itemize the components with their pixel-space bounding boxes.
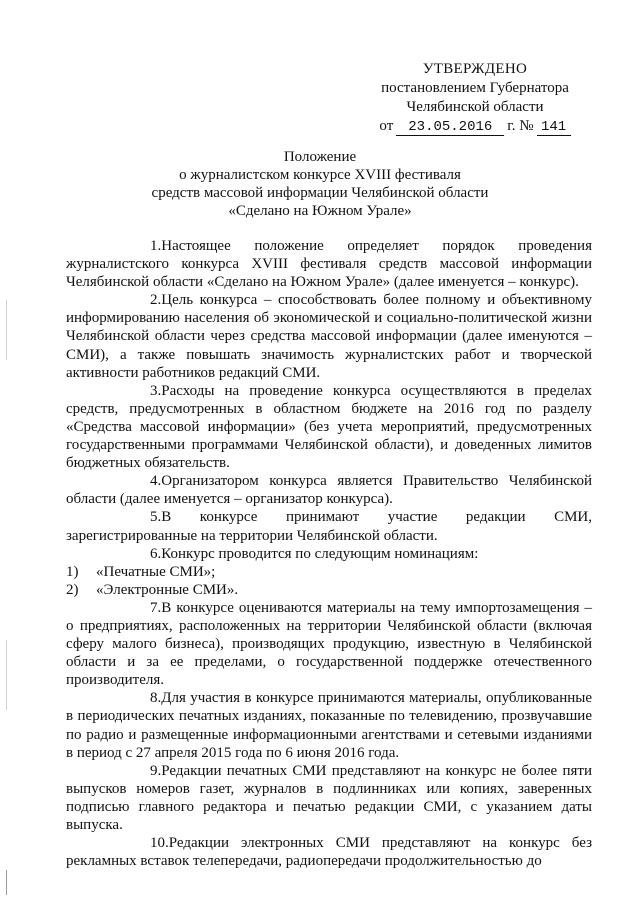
approval-number: 141: [537, 120, 571, 136]
paragraph: [66, 834, 592, 870]
title-line: средств массовой информации Челябинской области: [151, 185, 489, 201]
document-title: [120, 148, 520, 220]
paragraph-text: Организатором конкурса является Правительство Челябинской области (далее именуется – организатор конкурса).: [66, 473, 592, 508]
nomination-number: 2): [66, 581, 79, 598]
approval-line: Челябинской области: [406, 99, 544, 115]
approval-heading: УТВЕРЖДЕНО: [422, 61, 528, 77]
paragraph: [66, 237, 592, 291]
paragraph: [66, 382, 592, 472]
approval-line: постановлением Губернатора: [381, 80, 569, 96]
paragraph-text: Конкурс проводится по следующим номинациям:: [161, 545, 479, 562]
paragraph-text: Расходы на проведение конкурса осуществляются в пределах средств, предусмотренных в областном бюджете на 2016 год по разделу «Средства массовой информации» (без учета мероприятий, предусмотренных государственными программами Челябинской области), и доведенных лимитов бюджетных обязательств.: [66, 382, 592, 472]
nomination-text: «Электронные СМИ».: [96, 581, 239, 598]
paragraph-number: 8.: [150, 690, 162, 707]
paragraph-text: Редакции печатных СМИ представляют на конкурс не более пяти выпусков номеров газет, журналов в подлинниках или копиях, заверенных подписью главного редактора и печатью редакции СМИ, с указанием даты выпуска.: [66, 762, 592, 833]
approval-date-row: [370, 117, 580, 136]
paragraph-text: Редакции электронных СМИ представляют на конкурс без рекламных вставок телепередачи, радиопередачи продолжительностью до: [66, 835, 592, 870]
paragraph: [66, 508, 592, 544]
paragraph: [66, 291, 592, 381]
nomination-item: [66, 563, 592, 581]
paragraph-number: 3.: [150, 382, 162, 399]
paragraph-text: В конкурсе оцениваются материалы на тему импортозамещения – о предприятиях, расположенных на территории Челябинской области (включая сферу малого бизнеса), производящих продукцию, известную в Челябинской области и за ее пределами, о государственной поддержке отечественного производителя.: [66, 599, 592, 689]
paragraph-number: 4.: [150, 473, 162, 490]
title-line: о журналистском конкурсе XVIII фестиваля: [179, 167, 461, 183]
nomination-number: 1): [66, 563, 79, 580]
scan-edge-mark: [6, 300, 7, 360]
paragraph-number: 2.: [150, 292, 162, 309]
paragraph-text: Настоящее положение определяет порядок проведения журналистского конкурса XVIII фестиваля средств массовой информации Челябинской области «Сделано на Южном Урале» (далее именуется – конкурс).: [66, 238, 592, 291]
paragraph-number: 6.: [150, 545, 162, 562]
paragraph-text: Цель конкурса – способствовать более полному и объективному информированию населения об экономической и социально-политической жизни Челябинской области через средства массовой информации (далее именуются – СМИ), а также повышать значимость журналистских работ и творческой активности работников редакций СМИ.: [66, 292, 592, 381]
paragraph: [66, 689, 592, 761]
paragraph-number: 7.: [150, 599, 162, 616]
year-suffix: г. №: [507, 118, 534, 134]
scan-edge-mark: [6, 870, 7, 895]
paragraph: [66, 472, 592, 508]
paragraph-text: В конкурсе принимают участие редакции СМИ, зарегистрированные на территории Челябинской области.: [66, 509, 592, 544]
paragraph: [66, 762, 592, 834]
approval-date: 23.05.2016: [396, 120, 504, 136]
paragraph-number: 5.: [150, 509, 162, 526]
document-body: [66, 237, 592, 870]
paragraph-number: 9.: [150, 762, 162, 779]
paragraph-number: 1.: [150, 238, 162, 254]
paragraph-number: 10.: [150, 835, 169, 852]
paragraph-text: Для участия в конкурсе принимаются материалы, опубликованные в периодических печатных изданиях, показанные по телевидению, прозвучавшие по радио и размещенные информационными агентствами и сетевыми изданиями в период с 27 апреля 2015 года по 6 июня 2016 года.: [66, 690, 592, 761]
paragraph: [66, 599, 592, 689]
nomination-text: «Печатные СМИ»;: [96, 563, 216, 580]
scan-edge-mark: [6, 640, 7, 710]
title-line: «Сделано на Южном Урале»: [228, 203, 412, 219]
title-line: Положение: [283, 149, 357, 165]
from-label: от: [379, 118, 394, 134]
paragraph: [66, 545, 592, 563]
nomination-item: [66, 581, 592, 599]
approval-stamp-block: [370, 60, 580, 136]
